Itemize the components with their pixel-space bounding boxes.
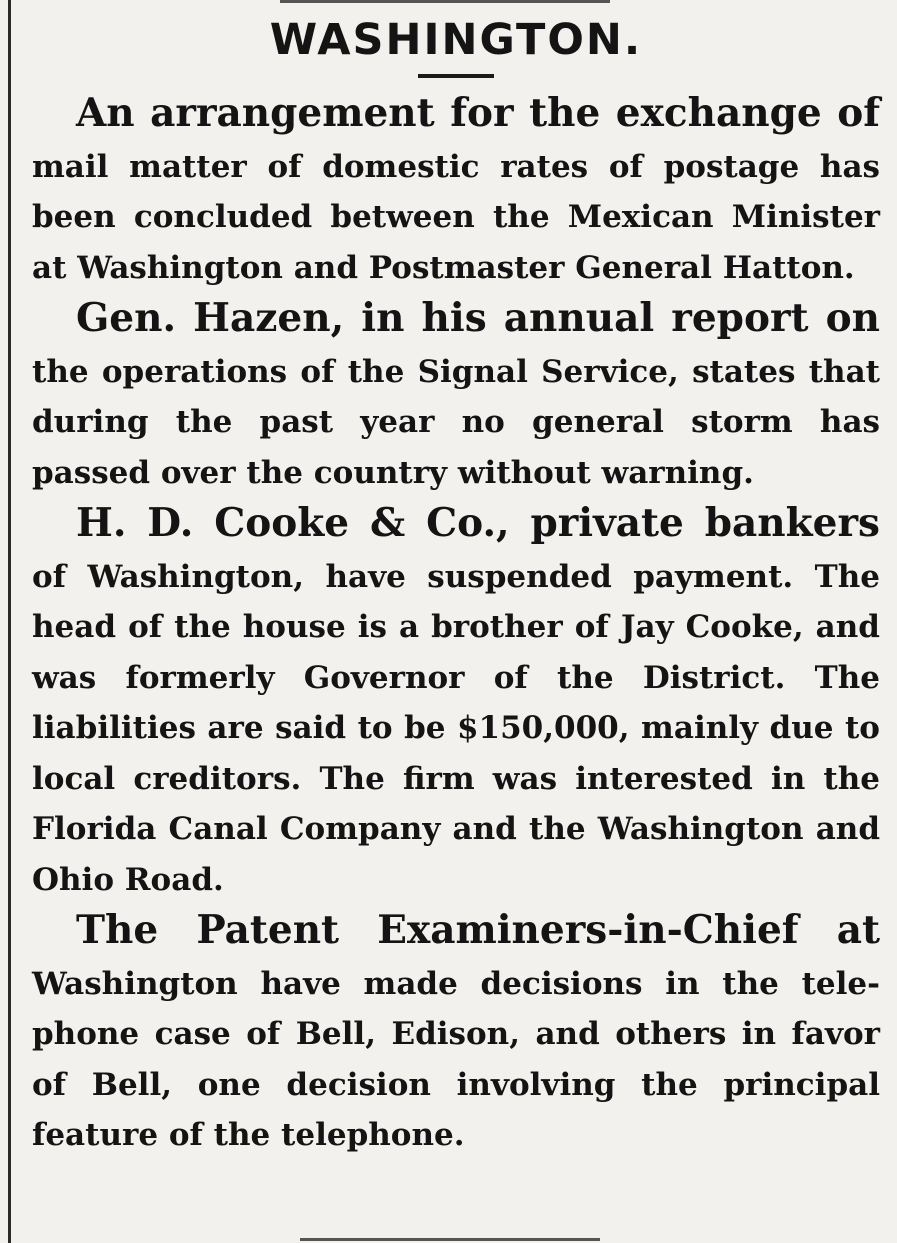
article: [32, 12, 880, 1161]
paragraph-mail-exchange: [32, 88, 880, 293]
article-headline: WASHINGTON.: [269, 15, 643, 65]
paragraph-lead: Gen. Hazen, in his annual report on: [76, 295, 880, 341]
paragraph-lead: An arrangement for the exchange of: [76, 90, 880, 136]
column-rule-bottom: [300, 1238, 600, 1241]
paragraph-lead: H. D. Cooke & Co., private bankers: [76, 500, 880, 546]
paragraph-patent-decision: [32, 905, 880, 1161]
headline-divider: [418, 74, 494, 78]
paragraph-body: mail matter of domestic rates of postage has been concluded between the Mexican Minister at Washington and Postmaster General Hatton.: [32, 148, 880, 286]
paragraph-body: the operations of the Signal Service, states that during the past year no general storm has passed over the country without warning.: [32, 353, 880, 491]
paragraph-lead: The Patent Examiners-in-Chief at: [76, 907, 880, 953]
column-rule-top: [280, 0, 610, 3]
paragraph-signal-service: [32, 293, 880, 498]
paragraph-cooke-bankers: [32, 498, 880, 905]
paragraph-body: Washington have made decisions in the telephone case of Bell, Edison, and others in favor of Bell, one decision involving the principal feature of the telephone.: [32, 965, 880, 1153]
paragraph-body: of Washington, have suspended payment. The head of the house is a brother of Jay Cooke, and was formerly Governor of the District. The liabilities are said to be $150,000, mainly due to local creditors. The firm was interested in the Florida Canal Company and the Washington and Ohio Road.: [32, 558, 880, 898]
column-rule-left: [8, 0, 11, 1243]
